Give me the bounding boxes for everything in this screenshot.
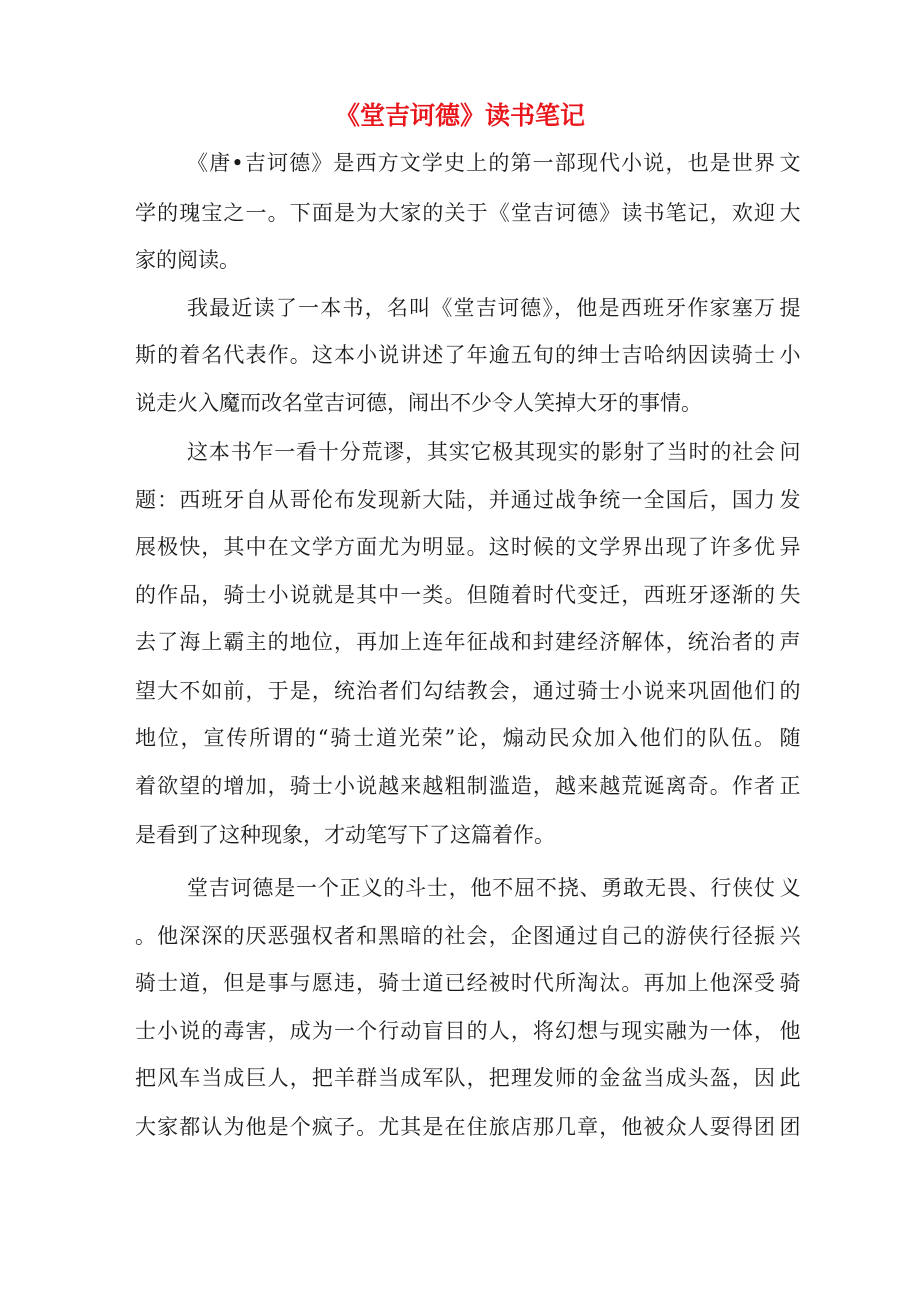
line-tail-char: 发 bbox=[779, 488, 801, 512]
line-text: 我最近读了一本书，名叫《堂吉诃德》，他是西班牙作家塞万 bbox=[187, 296, 775, 320]
line-text: 。他深深的厌恶强权者和黑暗的社会，企图通过自己的游侠行径振 bbox=[135, 924, 775, 948]
line-text: 大家都认为他是个疯子。尤其是在住旅店那几章，他被众人耍得团 bbox=[135, 1115, 775, 1139]
line-text: 士小说的毒害，成为一个行动盲目的人，将幻想与现实融为一体， bbox=[135, 1019, 775, 1043]
line-tail-char: 正 bbox=[779, 774, 801, 798]
paragraph-3-line-5 bbox=[0, 622, 920, 662]
line-text: 这本书乍一看十分荒谬，其实它极其现实的影射了当时的社会 bbox=[187, 440, 775, 464]
line-tail-char: 他 bbox=[779, 1019, 801, 1043]
line-text: 地位，宣传所谓的“骑士道光荣”论，煽动民众加入他们的队伍。 bbox=[135, 726, 775, 750]
line-tail-char: 声 bbox=[779, 630, 801, 654]
paragraph-2-line-3 bbox=[0, 383, 920, 423]
paragraph-2-line-2 bbox=[0, 335, 920, 375]
paragraph-3-line-1 bbox=[0, 432, 920, 472]
line-tail-char: 团 bbox=[779, 1115, 801, 1139]
line-tail-char: 此 bbox=[779, 1066, 801, 1090]
line-tail-char: 义 bbox=[779, 876, 801, 900]
line-text: 学的瑰宝之一。下面是为大家的关于《堂吉诃德》读书笔记，欢迎 bbox=[135, 201, 775, 225]
paragraph-4-line-2 bbox=[0, 916, 920, 956]
paragraph-3-line-9 bbox=[0, 815, 920, 855]
paragraph-4-line-5 bbox=[0, 1058, 920, 1098]
line-tail-char: 兴 bbox=[779, 924, 801, 948]
paragraph-4-line-1 bbox=[0, 868, 920, 908]
paragraph-3-line-2 bbox=[0, 480, 920, 520]
line-tail-char: 提 bbox=[779, 296, 801, 320]
line-tail-char: 的 bbox=[779, 679, 801, 703]
line-tail-char: 随 bbox=[779, 726, 801, 750]
line-text: 展极快，其中在文学方面尤为明显。这时候的文学界出现了许多优 bbox=[135, 535, 775, 559]
line-tail-char: 文 bbox=[779, 151, 801, 175]
paragraph-1-line-2 bbox=[0, 193, 920, 233]
line-text: 望大不如前，于是，统治者们勾结教会，通过骑士小说来巩固他们 bbox=[135, 679, 775, 703]
line-text: 题：西班牙自从哥伦布发现新大陆，并通过战争统一全国后，国力 bbox=[135, 488, 775, 512]
line-text: 家的阅读。 bbox=[135, 248, 240, 272]
paragraph-3-line-6 bbox=[0, 671, 920, 711]
line-tail-char: 大 bbox=[779, 201, 801, 225]
line-text: 着欲望的增加，骑士小说越来越粗制滥造，越来越荒诞离奇。作者 bbox=[135, 774, 775, 798]
paragraph-4-line-3 bbox=[0, 963, 920, 1003]
paragraph-1-line-1 bbox=[0, 143, 920, 183]
line-text: 《唐•吉诃德》是西方文学史上的第一部现代小说，也是世界 bbox=[187, 151, 775, 175]
paragraph-3-line-3 bbox=[0, 527, 920, 567]
line-text: 去了海上霸主的地位，再加上连年征战和封建经济解体，统治者的 bbox=[135, 630, 775, 654]
line-tail-char: 骑 bbox=[779, 971, 801, 995]
line-text: 斯的着名代表作。这本小说讲述了年逾五旬的绅士吉哈纳因读骑士 bbox=[135, 343, 775, 367]
paragraph-2-line-1 bbox=[0, 288, 920, 328]
line-text: 骑士道，但是事与愿违，骑士道已经被时代所淘汰。再加上他深受 bbox=[135, 971, 775, 995]
paragraph-3-line-7 bbox=[0, 718, 920, 758]
line-tail-char: 异 bbox=[779, 535, 801, 559]
document-title: 《堂吉诃德》读书笔记 bbox=[334, 101, 585, 130]
line-text: 说走火入魔而改名堂吉诃德，闹出不少令人笑掉大牙的事情。 bbox=[135, 391, 702, 415]
line-text: 的作品，骑士小说就是其中一类。但随着时代变迁，西班牙逐渐的 bbox=[135, 583, 775, 607]
line-tail-char: 小 bbox=[779, 343, 801, 367]
line-text: 是看到了这种现象，才动笔写下了这篇着作。 bbox=[135, 823, 555, 847]
line-text: 堂吉诃德是一个正义的斗士，他不屈不挠、勇敢无畏、行侠仗 bbox=[187, 876, 775, 900]
paragraph-4-line-4 bbox=[0, 1011, 920, 1051]
line-tail-char: 失 bbox=[779, 583, 801, 607]
paragraph-4-line-6 bbox=[0, 1107, 920, 1147]
line-text: 把风车当成巨人，把羊群当成军队，把理发师的金盆当成头盔，因 bbox=[135, 1066, 775, 1090]
paragraph-1-line-3 bbox=[0, 240, 920, 280]
paragraph-3-line-4 bbox=[0, 575, 920, 615]
line-tail-char: 问 bbox=[779, 440, 801, 464]
paragraph-3-line-8 bbox=[0, 766, 920, 806]
